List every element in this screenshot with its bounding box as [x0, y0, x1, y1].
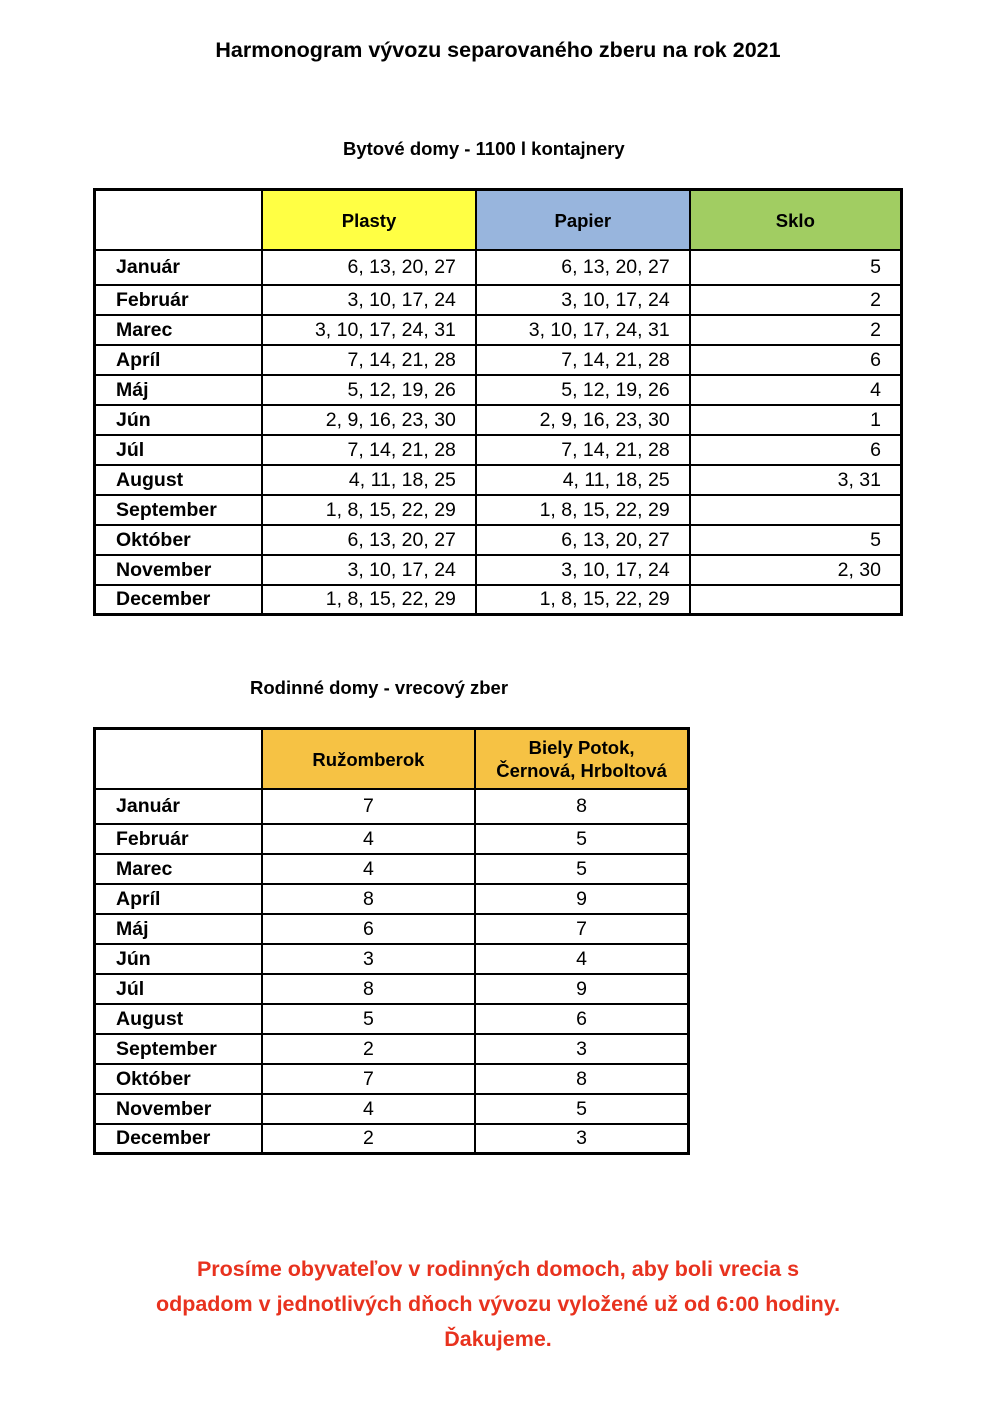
sklo-cell: 2 — [690, 285, 902, 315]
month-cell: Júl — [95, 974, 262, 1004]
papier-cell: 7, 14, 21, 28 — [476, 435, 690, 465]
table-row — [95, 914, 689, 944]
ruzomberok-cell: 4 — [262, 824, 475, 854]
table-row — [95, 345, 902, 375]
table-header-row — [95, 190, 902, 251]
biely-cell: 7 — [475, 914, 688, 944]
biely-cell: 9 — [475, 884, 688, 914]
apartments-heading: Bytové domy - 1100 l kontajnery — [343, 138, 625, 159]
month-cell: August — [95, 465, 263, 495]
papier-cell: 2, 9, 16, 23, 30 — [476, 405, 690, 435]
month-cell: Október — [95, 525, 263, 555]
papier-cell: 6, 13, 20, 27 — [476, 525, 690, 555]
table-row — [95, 1094, 689, 1124]
table-row — [95, 944, 689, 974]
table-row — [95, 465, 902, 495]
houses-schedule-table — [93, 727, 690, 1155]
ruzomberok-cell: 2 — [262, 1034, 475, 1064]
ruzomberok-cell: 5 — [262, 1004, 475, 1034]
papier-cell: 4, 11, 18, 25 — [476, 465, 690, 495]
plasty-cell: 3, 10, 17, 24 — [262, 285, 476, 315]
houses-heading: Rodinné domy - vrecový zber — [250, 677, 509, 698]
table-row — [95, 585, 902, 615]
table-row — [95, 824, 689, 854]
header-plasty: Plasty — [262, 190, 476, 251]
table-row — [95, 555, 902, 585]
header-biely-potok — [475, 729, 688, 790]
plasty-cell: 4, 11, 18, 25 — [262, 465, 476, 495]
ruzomberok-cell: 4 — [262, 1094, 475, 1124]
papier-cell: 5, 12, 19, 26 — [476, 375, 690, 405]
sklo-cell — [690, 495, 902, 525]
table-row — [95, 405, 902, 435]
table-row — [95, 285, 902, 315]
month-cell: Máj — [95, 914, 262, 944]
month-cell: August — [95, 1004, 262, 1034]
sklo-cell: 1 — [690, 405, 902, 435]
table-row — [95, 1064, 689, 1094]
table-row — [95, 495, 902, 525]
month-cell: September — [95, 495, 263, 525]
papier-cell: 3, 10, 17, 24, 31 — [476, 315, 690, 345]
month-cell: November — [95, 555, 263, 585]
month-cell: Apríl — [95, 884, 262, 914]
month-cell: Február — [95, 824, 262, 854]
month-cell: Marec — [95, 315, 263, 345]
table-row — [95, 854, 689, 884]
plasty-cell: 7, 14, 21, 28 — [262, 435, 476, 465]
header-empty-cell — [95, 190, 263, 251]
plasty-cell: 1, 8, 15, 22, 29 — [262, 585, 476, 615]
header-ruzomberok: Ružomberok — [262, 729, 475, 790]
plasty-cell: 3, 10, 17, 24, 31 — [262, 315, 476, 345]
plasty-cell: 6, 13, 20, 27 — [262, 525, 476, 555]
biely-cell: 3 — [475, 1034, 688, 1064]
table-row — [95, 435, 902, 465]
biely-cell: 3 — [475, 1124, 688, 1154]
table-row — [95, 315, 902, 345]
collection-note — [0, 1252, 996, 1357]
plasty-cell: 2, 9, 16, 23, 30 — [262, 405, 476, 435]
sklo-cell: 6 — [690, 435, 902, 465]
plasty-cell: 5, 12, 19, 26 — [262, 375, 476, 405]
biely-cell: 8 — [475, 1064, 688, 1094]
ruzomberok-cell: 8 — [262, 884, 475, 914]
table-row — [95, 789, 689, 824]
sklo-cell: 3, 31 — [690, 465, 902, 495]
papier-cell: 3, 10, 17, 24 — [476, 285, 690, 315]
sklo-cell: 6 — [690, 345, 902, 375]
ruzomberok-cell: 4 — [262, 854, 475, 884]
ruzomberok-cell: 8 — [262, 974, 475, 1004]
table-row — [95, 1124, 689, 1154]
ruzomberok-cell: 7 — [262, 789, 475, 824]
month-cell: Október — [95, 1064, 262, 1094]
header-papier: Papier — [476, 190, 690, 251]
month-cell: Apríl — [95, 345, 263, 375]
biely-cell: 9 — [475, 974, 688, 1004]
biely-cell: 6 — [475, 1004, 688, 1034]
table-row — [95, 1034, 689, 1064]
sklo-cell: 5 — [690, 525, 902, 555]
sklo-cell: 4 — [690, 375, 902, 405]
table-row — [95, 525, 902, 555]
biely-cell: 5 — [475, 824, 688, 854]
biely-cell: 5 — [475, 854, 688, 884]
month-cell: Február — [95, 285, 263, 315]
papier-cell: 7, 14, 21, 28 — [476, 345, 690, 375]
table-row — [95, 250, 902, 285]
document-title: Harmonogram vývozu separovaného zberu na rok 2021 — [215, 38, 781, 62]
note-line-1: Prosíme obyvateľov v rodinných domoch, aby boli vrecia s — [196, 1257, 800, 1281]
ruzomberok-cell: 3 — [262, 944, 475, 974]
table-row — [95, 884, 689, 914]
note-line-3: Ďakujeme. — [444, 1327, 552, 1351]
table-row — [95, 375, 902, 405]
ruzomberok-cell: 6 — [262, 914, 475, 944]
header-empty-cell — [95, 729, 262, 790]
plasty-cell: 6, 13, 20, 27 — [262, 250, 476, 285]
ruzomberok-cell: 7 — [262, 1064, 475, 1094]
month-cell: December — [95, 1124, 262, 1154]
plasty-cell: 3, 10, 17, 24 — [262, 555, 476, 585]
papier-cell: 1, 8, 15, 22, 29 — [476, 585, 690, 615]
month-cell: September — [95, 1034, 262, 1064]
note-line-2: odpadom v jednotlivých dňoch vývozu vyložené už od 6:00 hodiny. — [155, 1292, 841, 1316]
month-cell: November — [95, 1094, 262, 1124]
plasty-cell: 1, 8, 15, 22, 29 — [262, 495, 476, 525]
biely-cell: 5 — [475, 1094, 688, 1124]
sklo-cell: 5 — [690, 250, 902, 285]
table-row — [95, 1004, 689, 1034]
month-cell: December — [95, 585, 263, 615]
month-cell: Január — [95, 789, 262, 824]
papier-cell: 6, 13, 20, 27 — [476, 250, 690, 285]
month-cell: Marec — [95, 854, 262, 884]
month-cell: Január — [95, 250, 263, 285]
table-row — [95, 974, 689, 1004]
month-cell: Jún — [95, 944, 262, 974]
ruzomberok-cell: 2 — [262, 1124, 475, 1154]
sklo-cell: 2, 30 — [690, 555, 902, 585]
table-header-row — [95, 729, 689, 790]
month-cell: Máj — [95, 375, 263, 405]
month-cell: Júl — [95, 435, 263, 465]
header-sklo: Sklo — [690, 190, 902, 251]
header-biely-potok-line2: Černová, Hrboltová — [496, 760, 667, 781]
header-biely-potok-line1: Biely Potok, — [528, 737, 635, 758]
month-cell: Jún — [95, 405, 263, 435]
sklo-cell — [690, 585, 902, 615]
apartments-schedule-table — [93, 188, 903, 616]
plasty-cell: 7, 14, 21, 28 — [262, 345, 476, 375]
papier-cell: 3, 10, 17, 24 — [476, 555, 690, 585]
biely-cell: 8 — [475, 789, 688, 824]
biely-cell: 4 — [475, 944, 688, 974]
sklo-cell: 2 — [690, 315, 902, 345]
papier-cell: 1, 8, 15, 22, 29 — [476, 495, 690, 525]
